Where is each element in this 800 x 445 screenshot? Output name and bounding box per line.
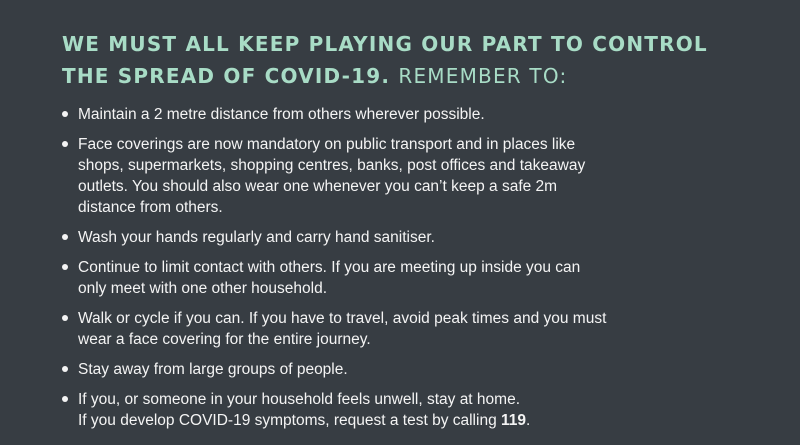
list-item-line: Stay away from large groups of people. bbox=[78, 361, 348, 378]
list-item bbox=[62, 134, 722, 218]
heading-line-2-light: REMEMBER TO: bbox=[398, 64, 568, 88]
list-item-line: wear a face covering for the entire journey. bbox=[78, 331, 371, 348]
list-item bbox=[62, 227, 722, 248]
heading-line-2 bbox=[62, 60, 762, 92]
bullet-icon bbox=[62, 111, 68, 117]
list-item bbox=[62, 359, 722, 380]
bullet-icon bbox=[62, 264, 68, 270]
bullet-icon bbox=[62, 234, 68, 240]
test-instruction-text: If you develop COVID-19 symptoms, request a test by calling bbox=[78, 412, 501, 429]
list-item-line: distance from others. bbox=[78, 199, 223, 216]
list-item-line: Continue to limit contact with others. If you are meeting up inside you can bbox=[78, 259, 581, 276]
list-item-line: If you, or someone in your household feels unwell, stay at home. bbox=[78, 391, 520, 408]
heading-line-2-bold: THE SPREAD OF COVID-19. bbox=[62, 64, 391, 88]
bullet-icon bbox=[62, 141, 68, 147]
list-item bbox=[62, 257, 722, 299]
covid-guidance-panel bbox=[62, 28, 762, 429]
list-item-line: Maintain a 2 metre distance from others wherever possible. bbox=[78, 106, 485, 123]
bullet-icon bbox=[62, 315, 68, 321]
list-item-line: only meet with one other household. bbox=[78, 280, 328, 297]
list-item bbox=[62, 389, 722, 431]
page-heading bbox=[62, 28, 762, 92]
bullet-icon bbox=[62, 366, 68, 372]
list-item-line: Walk or cycle if you can. If you have to travel, avoid peak times and you must bbox=[78, 310, 607, 327]
test-phone-number: 119 bbox=[501, 412, 527, 429]
list-item-line: outlets. You should also wear one whenever you can’t keep a safe 2m bbox=[78, 178, 558, 195]
list-item-line: Wash your hands regularly and carry hand sanitiser. bbox=[78, 229, 435, 246]
list-item-line: shops, supermarkets, shopping centres, banks, post offices and takeaway bbox=[78, 157, 586, 174]
list-item bbox=[62, 104, 722, 125]
guidance-list bbox=[62, 104, 722, 440]
bullet-icon bbox=[62, 396, 68, 402]
test-instruction-suffix: . bbox=[526, 412, 531, 429]
list-item bbox=[62, 308, 722, 350]
list-item-line: Face coverings are now mandatory on public transport and in places like bbox=[78, 136, 576, 153]
heading-line-1: WE MUST ALL KEEP PLAYING OUR PART TO CONTROL bbox=[62, 32, 708, 56]
list-item-line bbox=[78, 410, 722, 431]
